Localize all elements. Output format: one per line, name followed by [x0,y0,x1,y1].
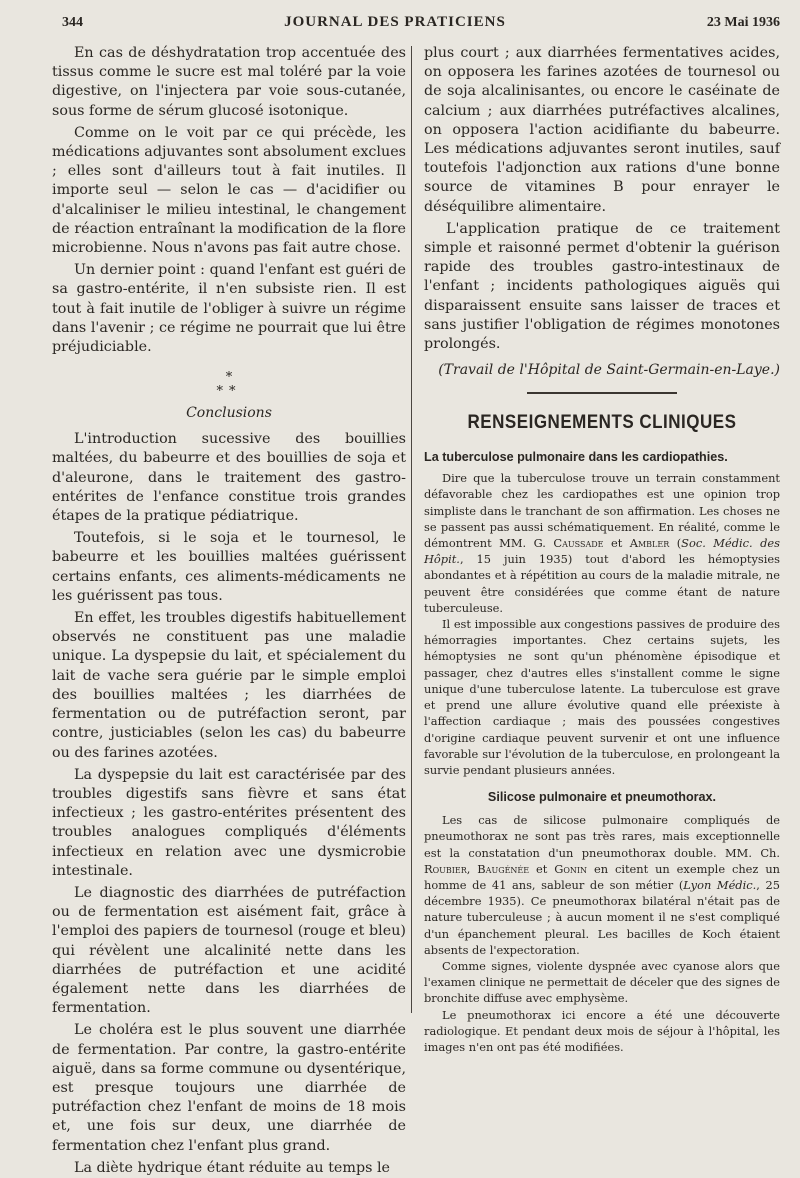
article-paragraph [424,470,780,616]
issue-date: 23 Mai 1936 [706,15,780,30]
journal-reference: Soc. Médic. des Hôpit. [424,536,780,567]
article-title: Silicose pulmonaire et pneumothorax. [487,790,717,805]
left-column [52,44,406,1176]
paragraph: En effet, les troubles digestifs habituellement observés ne constituent pas une maladie unique. La dyspepsie du lait, et spécialement du lait de vache sera guérie par le simple emploi des bouillies maltées ; les diarrhées de fermentation ou de putréfaction seront, par contre, justiciables (selon les cas) du babeurre ou des farines azotées. [52,610,406,761]
separator-star-bottom: ** [216,384,242,400]
journal-reference: Lyon Médic. [683,877,757,892]
separator-star-top: * [225,370,233,386]
text-run: en citent un exemple chez un homme de 41 ans, sableur de son métier ( [424,861,780,892]
section-rule [527,392,677,394]
paragraph: Le diagnostic des diarrhées de putréfaction ou de fermentation est aisément fait, grâce à l'emploi des papiers de tournesol (rouge et bleu) qui révèlent une alcalinité nette dans les diarrhées de putréfaction et une acidité également nette dans les diarrhées de fermentation. [52,884,406,1017]
paragraph: La dyspepsie du lait est caractérisée par des troubles digestifs sans fièvre et sans état infectieux ; les gastro-entérites présentent des troubles analogues compliqués d'éléments infectieux en relation avec une dysmicrobie intestinale. [52,766,406,879]
article-paragraph: Le pneumothorax ici encore a été une découverte radiologique. Et pendant deux mois de séjour à l'hôpital, les images n'en ont pas été modifiées. [424,1007,780,1054]
paragraph: En cas de déshydratation trop accentuée des tissus comme le sucre est mal toléré par la voie digestive, on l'injectera par voie sous-cutanée, sous forme de sérum glucosé isotonique. [52,45,406,119]
paragraph: L'application pratique de ce traitement simple et raisonné permet d'obtenir la guérison rapide des troubles gastro-intestinaux de l'enfant ; incidents pathologiques aiguës qui disparaissent ensuite sans laisser de traces et sans justifier l'obligation de régimes monotones prolongés. [424,220,780,353]
paragraph: L'introduction sucessive des bouillies maltées, du babeurre et des bouillies de soja et d'aleurone, dans le traitement des gastro-entérites de l'enfance constitue trois grandes étapes de la pratique pédiatrique. [52,431,406,525]
paragraph-continuation: plus court ; aux diarrhées fermentatives acides, on opposera les farines azotées de tournesol ou de soja alcalinisantes, ou encore le caséinate de calcium ; aux diarrhées putréfactives alcalines, on opposera l'action acidifiante du babeurre. Les médications adjuvantes seront inutiles, sauf toutefois l'adjonction aux rations d'une bonne source de vitamines B pour enrayer le déséquilibre alimentaire. [424,45,780,215]
journal-title: JOURNAL DES PRATICIENS [284,14,506,30]
text-run: et [603,536,630,551]
conclusions-heading: Conclusions [186,405,272,422]
page-number: 344 [62,15,83,30]
text-run: Les cas de silicose pulmonaire compliqués de pneumothorax ne sont pas très rares, mais exceptionnelle est la constatation d'un pneumothorax double. MM. Ch. [424,813,780,860]
author-name: Gonin [554,861,588,876]
section-title: RENSEIGNEMENTS CLINIQUES [467,410,737,433]
right-column [424,44,780,1054]
article-paragraph [424,812,780,958]
text-run: et [529,861,555,876]
article-paragraph: Comme signes, violente dyspnée avec cyanose alors que l'examen clinique ne permettait de déceler que des signes de bronchite diffuse avec emphysème. [424,958,780,1006]
article-paragraph: Il est impossible aux congestions passives de produire des hémorragies importantes. Chez certains sujets, les hémoptysies ne sont qu'un phénomène épisodique et passager, chez d'autres elles s'installent comme le signe unique d'une tuberculose latente. La tuberculose est grave et prend une allure évolutive quand elle préexiste à l'affection cardiaque ; mais des poussées congestives d'origine cardiaque peuvent survenir et ont une influence favorable sur l'évolution de la tuberculose, en prolongeant la survie pendant plusieurs années. [424,617,780,777]
author-names: Roubier, Baugénée [424,861,530,876]
paragraph: Comme on le voit par ce qui précède, les médications adjuvantes sont absolument exclues ; elles sont d'ailleurs tout à fait inutiles. Il importe seul — selon le cas — d'acidifier ou d'alcaliniser le milieu intestinal, le changement de réaction entraînant la modification de la flore microbienne. Nous n'avons pas fait autre chose. [52,124,406,257]
column-divider [411,46,412,1013]
text-run: Dire que la tuberculose trouve un terrain constamment défavorable chez les cardiopathes est une opinion trop simpliste dans le tranchant de son affirmation. Les choses ne se passent pas aussi schématiquement. En réalité, comme le démontrent MM. G. [424,471,780,551]
author-name: Caussade [553,536,604,551]
section-separator [52,371,406,399]
source-credit: (Travail de l'Hôpital de Saint-Germain-en-Laye.) [438,362,780,379]
text-run: , 15 juin 1935) tout d'abord les hémoptysies abondantes et à répétition au cours de la maladie mitrale, ne peuvent être considérées que comme étant de nature tuberculeuse. [424,552,780,615]
paragraph: Un dernier point : quand l'enfant est guéri de sa gastro-entérite, il n'en subsiste rien. Il est tout à fait inutile de l'obliger à suivre un régime dans l'avenir ; ce régime ne pourrait que lui être préjudiciable. [52,262,406,356]
article-title: La tuberculose pulmonaire dans les cardiopathies. [424,450,728,465]
page-header [62,14,780,38]
paragraph: Toutefois, si le soja et le tournesol, le babeurre et les bouillies maltées guérissent certains enfants, ces aliments-médicaments ne les guérissent pas tous. [52,530,406,604]
author-name: Ambler [629,536,670,551]
paragraph: Le choléra est le plus souvent une diarrhée de fermentation. Par contre, la gastro-entérite aiguë, dans sa forme commune ou dysentérique, est presque toujours une diarrhée de putréfaction chez l'enfant de moins de 18 mois et, une fois sur deux, une diarrhée de fermentation chez l'enfant plus grand. [52,1022,406,1154]
paragraph: La diète hydrique étant réduite au temps le [74,1159,391,1176]
text-run: ( [669,536,682,551]
text-run: , 25 décembre 1935). Ce pneumothorax bilatéral n'était pas de nature tuberculeuse ; à aucun moment il ne s'est compliqué d'un épanchement pleural. Les bacilles de Koch étaient absents de l'expectoration. [424,877,780,957]
